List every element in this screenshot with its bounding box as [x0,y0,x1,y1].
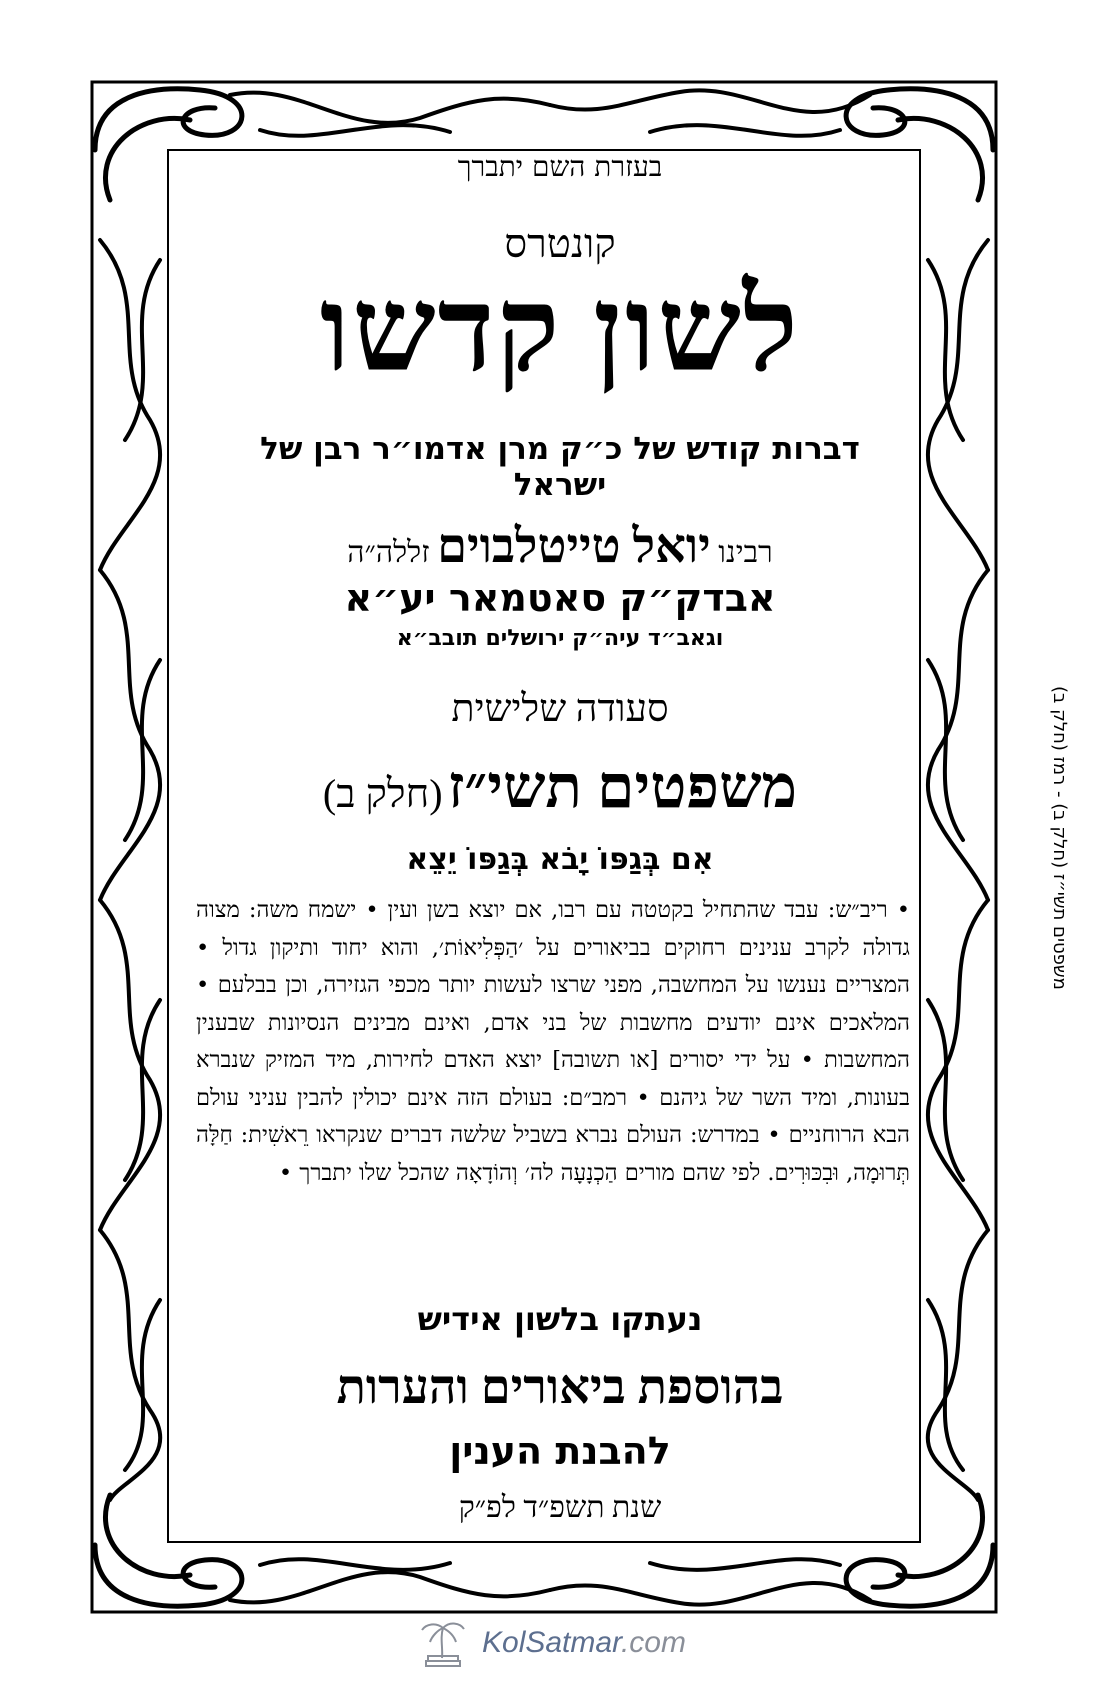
kolsatmar-logo[interactable] [416,1618,696,1668]
palm-tree-books-icon [416,1618,472,1668]
author-subtitle: וגאב״ד עיה״ק ירושלים תובב״א [396,625,724,651]
footer-block [210,1300,910,1525]
kuntres-label: קונטרס [504,221,616,266]
year-label: שנת תשפ״ד לפ״ק [458,1491,662,1524]
blessing-heading: בעזרת השם יתברך [457,150,663,183]
page-title: לשון קדשו [319,265,801,396]
author-suffix: זללה״ה [347,535,430,569]
logo-tld: .com [620,1626,686,1659]
occasion-label: סעודה שלישית [451,687,669,730]
side-running-title: משפטים תשי״ז (חלק ב) - רמז (חלק ב) [1049,686,1070,990]
summary-text: • ריב״ש: עבד שהתחיל בקטטה עם רבו, אם יוצא בשן ועין • ישמח משה: מצוה גדולה לקרב ענינים רחוקים בביאורים על ׳הַפְּלִיאוֹת׳, והוא יחוד ותיקון גדול • המצריים נענשו על המחשבה, מפני שרצו לעשות יותר מכפי הגזירה, וכן בבלעם • המלאכים אינם יודעים מחשבות של בני אדם, ואינם מבינים הנסיונות שבענין המחשבות • על ידי יסורים [או תשובה] יוצא האדם לחירות, מיד המזיק שנברא בעונות, ומיד השר של גיהנם • רמב״ם: בעולם הזה אינם יכולין להבין עניני עולם הבא הרוחניים • במדרש: העולם נברא בשביל שלשה דברים שנקראו רֵאשִׁית: חַלָּה תְּרוּמָה, וּבִכּוּרִים. לפי שהם מורים הַכְנָעָה לה׳ וְהוֹדָאָה שהכל שלו יתברך • [196,897,910,1186]
understanding-heading: להבנת הענין [449,1429,671,1473]
author-title: אבדק״ק סאטמאר יע״א [344,575,776,620]
logo-text [482,1626,686,1660]
summary-paragraph [196,892,910,1192]
author-intro: דברות קודש של כ״ק מרן אדמו״ר רבן של ישראל [260,430,860,503]
additions-heading: בהוספת ביאורים והערות [336,1361,784,1414]
parsha-name: משפטים תשי״ז [447,753,798,820]
translation-note: נעתקו בלשון אידיש [417,1300,703,1338]
author-prefix: רבינו [718,535,773,569]
title-block [210,150,910,877]
parsha-heading [210,753,910,822]
logo-brand: KolSatmar [482,1626,621,1659]
parsha-part: (חלק ב) [322,770,443,816]
verse-heading: אִם בְּגַפּוֹ יָבֹא בְּגַפּוֹ יֵצֵא [406,841,714,877]
author-name-line [210,519,910,574]
author-name: יואל טייטלבוים [437,519,711,573]
